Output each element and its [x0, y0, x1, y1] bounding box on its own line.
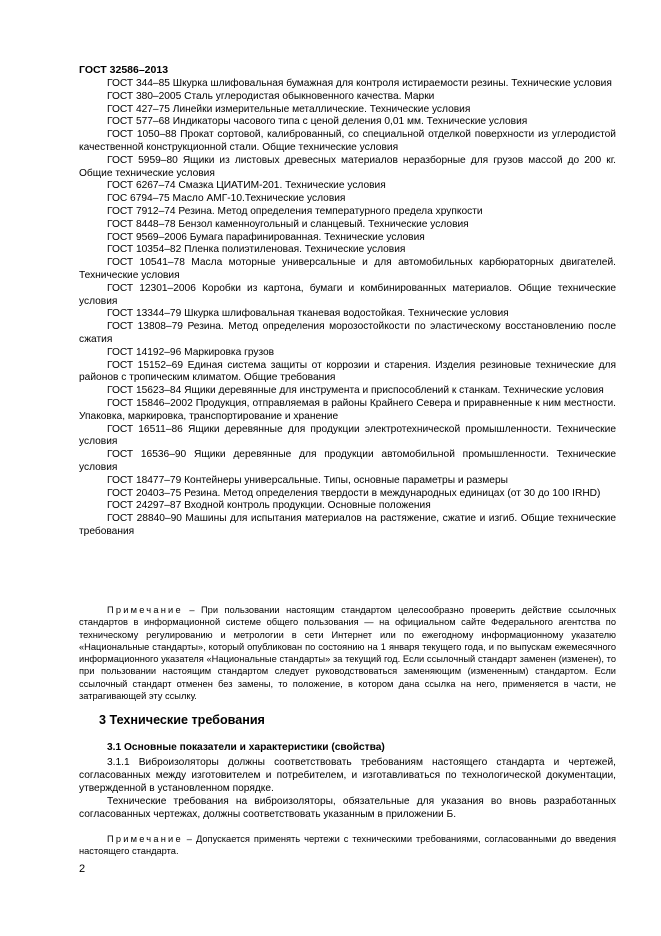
reference-item: ГОСТ 10541–78 Масла моторные универсальные и для автомобильных карбюраторных двигателей. Технические условия: [79, 257, 616, 281]
section-heading: 3 Технические требования: [99, 713, 265, 727]
reference-item: ГОСТ 28840–90 Машины для испытания материалов на растяжение, сжатие и изгиб. Общие технические требования: [79, 513, 616, 537]
reference-item: ГОСТ 13344–79 Шкурка шлифовальная тканевая водостойкая. Технические условия: [107, 308, 509, 320]
section-body: [79, 756, 616, 821]
note-text: – При пользовании настоящим стандартом целесообразно проверить действие ссылочных стандартов в информационной системе общего пользования — на официальном сайте Федерального агентства по техническому регулированию и метрологии в сети Интернет или по ежегодному информационному указателю «Национальные стандарты», который опубликован по состоянию на 1 января текущего года, и по выпускам ежемесячного информационного указателя «Национальные стандарты» за текущий год. Если ссылочный стандарт заменен (изменен), то при пользовании настоящим стандартом следует руководствоваться заменяющим (измененным) стандартом. Если ссылочный стандарт отменен без замены, то положение, в котором дана ссылка на него, применяется в части, не затрагивающей эту ссылку.: [79, 605, 616, 702]
reference-item: ГОСТ 5959–80 Ящики из листовых древесных материалов неразборные для грузов массой до 200 кг. Общие технические условия: [79, 154, 616, 179]
references-note: [79, 604, 616, 702]
reference-item: ГОСТ 15152–69 Единая система защиты от коррозии и старения. Изделия резиновые технические для районов с тропическим климатом. Общие требования: [79, 359, 616, 384]
reference-item: ГОСТ 577–68 Индикаторы часового типа с ценой деления 0,01 мм. Технические условия: [107, 116, 528, 128]
normative-references-list: [79, 78, 616, 539]
reference-item: ГОСТ 427–75 Линейки измерительные металлические. Технические условия: [107, 103, 471, 115]
drawings-note: [79, 833, 616, 858]
reference-item: ГОСТ 20403–75 Резина. Метод определения твердости в международных единицах (от 30 до 100 IRHD): [107, 487, 601, 499]
paragraph: Технические требования на виброизоляторы, обязательные для указания во вновь разработанных согласованных чертежах, должны соответствовать указанным в приложении Б.: [79, 796, 616, 820]
reference-item: ГОС 6794–75 Масло АМГ-10.Технические условия: [107, 193, 346, 205]
reference-item: ГОСТ 9569–2006 Бумага парафинированная. Технические условия: [107, 231, 425, 243]
reference-item: ГОСТ 380–2005 Сталь углеродистая обыкновенного качества. Марки: [107, 90, 435, 102]
reference-item: ГОСТ 6267–74 Смазка ЦИАТИМ-201. Технические условия: [107, 180, 386, 192]
reference-item: ГОСТ 344–85 Шкурка шлифовальная бумажная для контроля истираемости резины. Технические условия: [107, 78, 612, 89]
page-number: 2: [79, 863, 86, 875]
paragraph: 3.1.1 Виброизоляторы должны соответствовать требованиям настоящего стандарта и чертежей, согласованных между изготовителем и потребителем, и изготавливаться по технологической документации, утвержденной в установленном порядке.: [79, 757, 616, 794]
reference-item: ГОСТ 16536–90 Ящики деревянные для продукции автомобильной промышленности. Технические условия: [79, 449, 616, 473]
reference-item: ГОСТ 15623–84 Ящики деревянные для инструмента и приспособлений к станкам. Технические условия: [107, 385, 604, 397]
document-code-header: ГОСТ 32586–2013: [79, 64, 169, 76]
subsection-heading: 3.1 Основные показатели и характеристики (свойства): [107, 742, 385, 753]
reference-item: ГОСТ 8448–78 Бензол каменноугольный и сланцевый. Технические условия: [107, 218, 469, 230]
reference-item: ГОСТ 14192–96 Маркировка грузов: [107, 346, 275, 358]
reference-item: ГОСТ 18477–79 Контейнеры универсальные. Типы, основные параметры и размеры: [107, 474, 508, 486]
reference-item: ГОСТ 1050–88 Прокат сортовой, калиброванный, со специальной отделкой поверхности из углеродистой качественной конструкционной стали. Общие технические условия: [79, 129, 616, 153]
reference-item: ГОСТ 10354–82 Пленка полиэтиленовая. Технические условия: [107, 244, 406, 256]
note-label: Примечание: [107, 605, 183, 615]
reference-item: ГОСТ 13808–79 Резина. Метод определения морозостойкости по эластическому восстановлению после сжатия: [79, 321, 616, 345]
note-label: Примечание: [107, 834, 183, 844]
reference-item: ГОСТ 12301–2006 Коробки из картона, бумаги и комбинированных материалов. Общие технические условия: [79, 282, 616, 307]
reference-item: ГОСТ 7912–74 Резина. Метод определения температурного предела хрупкости: [107, 205, 483, 217]
reference-item: ГОСТ 16511–86 Ящики деревянные для продукции электротехнической промышленности. Технические условия: [79, 423, 616, 448]
reference-item: ГОСТ 24297–87 Входной контроль продукции. Основные положения: [107, 500, 431, 512]
reference-item: ГОСТ 15846–2002 Продукция, отправляемая в районы Крайнего Севера и приравненные к ним местности. Упаковка, маркировка, транспортирование и хранение: [79, 397, 616, 422]
note-text: – Допускается применять чертежи с техническими требованиями, согласованными до введения настоящего стандарта.: [79, 834, 616, 857]
